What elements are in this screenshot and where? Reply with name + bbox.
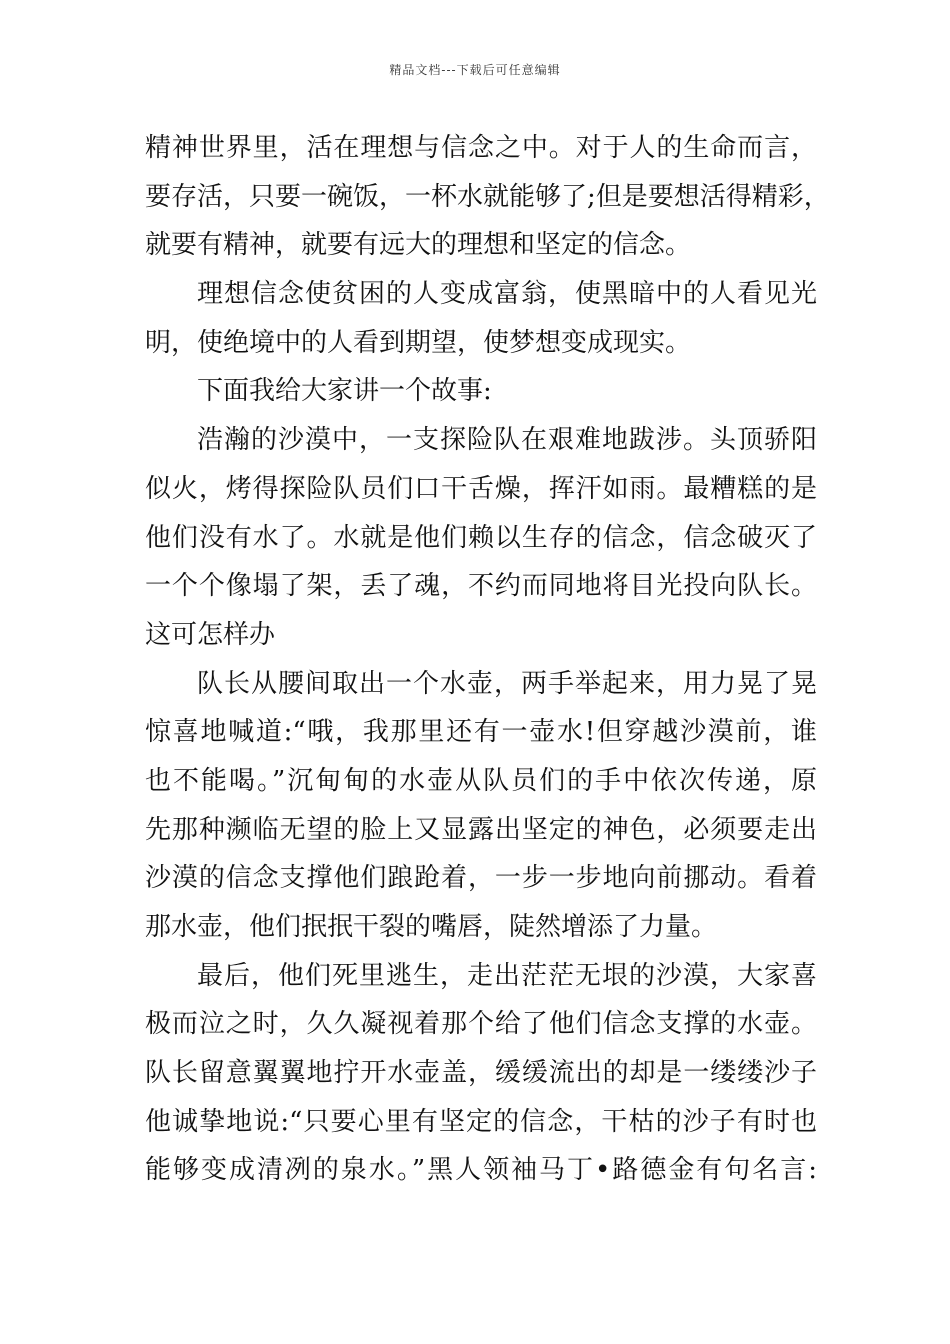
page-header: 精品文档---下载后可任意编辑 — [389, 63, 561, 77]
text-line: 最后，他们死里逃生，走出茫茫无垠的沙漠，大家喜 — [197, 960, 817, 991]
text-line: 这可怎样办 — [145, 619, 276, 650]
text-line: 浩瀚的沙漠中，一支探险队在艰难地跋涉。头顶骄阳 — [197, 425, 817, 456]
text-line: 一个个像塌了架，丢了魂，不约而同地将目光投向队长。 — [145, 571, 817, 602]
text-line: 也不能喝。”沉甸甸的水壶从队员们的手中依次传递，原 — [145, 765, 817, 796]
text-line: 惊喜地喊道:“哦，我那里还有一壶水!但穿越沙漠前，谁 — [145, 717, 817, 748]
text-line: 队长留意翼翼地拧开水壶盖，缓缓流出的却是一缕缕沙子 — [145, 1058, 817, 1089]
text-line: 就要有精神，就要有远大的理想和坚定的信念。 — [145, 230, 692, 261]
body-text — [145, 124, 830, 1195]
text-line: 极而泣之时，久久凝视着那个给了他们信念支撑的水壶。 — [145, 1009, 817, 1040]
text-line: 那水壶，他们抿抿干裂的嘴唇，陡然增添了力量。 — [145, 912, 718, 942]
text-line: 先那种濒临无望的脸上又显露出坚定的神色，必须要走出 — [145, 814, 817, 845]
text-line: 似火，烤得探险队员们口干舌燥，挥汗如雨。最糟糕的是 — [145, 473, 817, 504]
text-line: 他诚挚地说:“只要心里有坚定的信念，干枯的沙子有时也 — [145, 1106, 817, 1137]
text-line: 他们没有水了。水就是他们赖以生存的信念，信念破灭了 — [145, 522, 817, 553]
text-line: 沙漠的信念支撑他们踉跄着，一步一步地向前挪动。看着 — [145, 863, 817, 894]
text-line: 精神世界里，活在理想与信念之中。对于人的生命而言， — [145, 133, 817, 163]
text-line: 能够变成清冽的泉水。”黑人领袖马丁•路德金有句名言: — [145, 1155, 817, 1186]
text-line: 队长从腰间取出一个水壶，两手举起来，用力晃了晃 — [197, 668, 817, 699]
text-line: 要存活，只要一碗饭，一杯水就能够了;但是要想活得精彩， — [145, 181, 830, 212]
text-line: 明，使绝境中的人看到期望，使梦想变成现实。 — [145, 327, 692, 358]
text-line: 理想信念使贫困的人变成富翁，使黑暗中的人看见光 — [197, 279, 817, 310]
text-line: 下面我给大家讲一个故事: — [197, 376, 492, 407]
